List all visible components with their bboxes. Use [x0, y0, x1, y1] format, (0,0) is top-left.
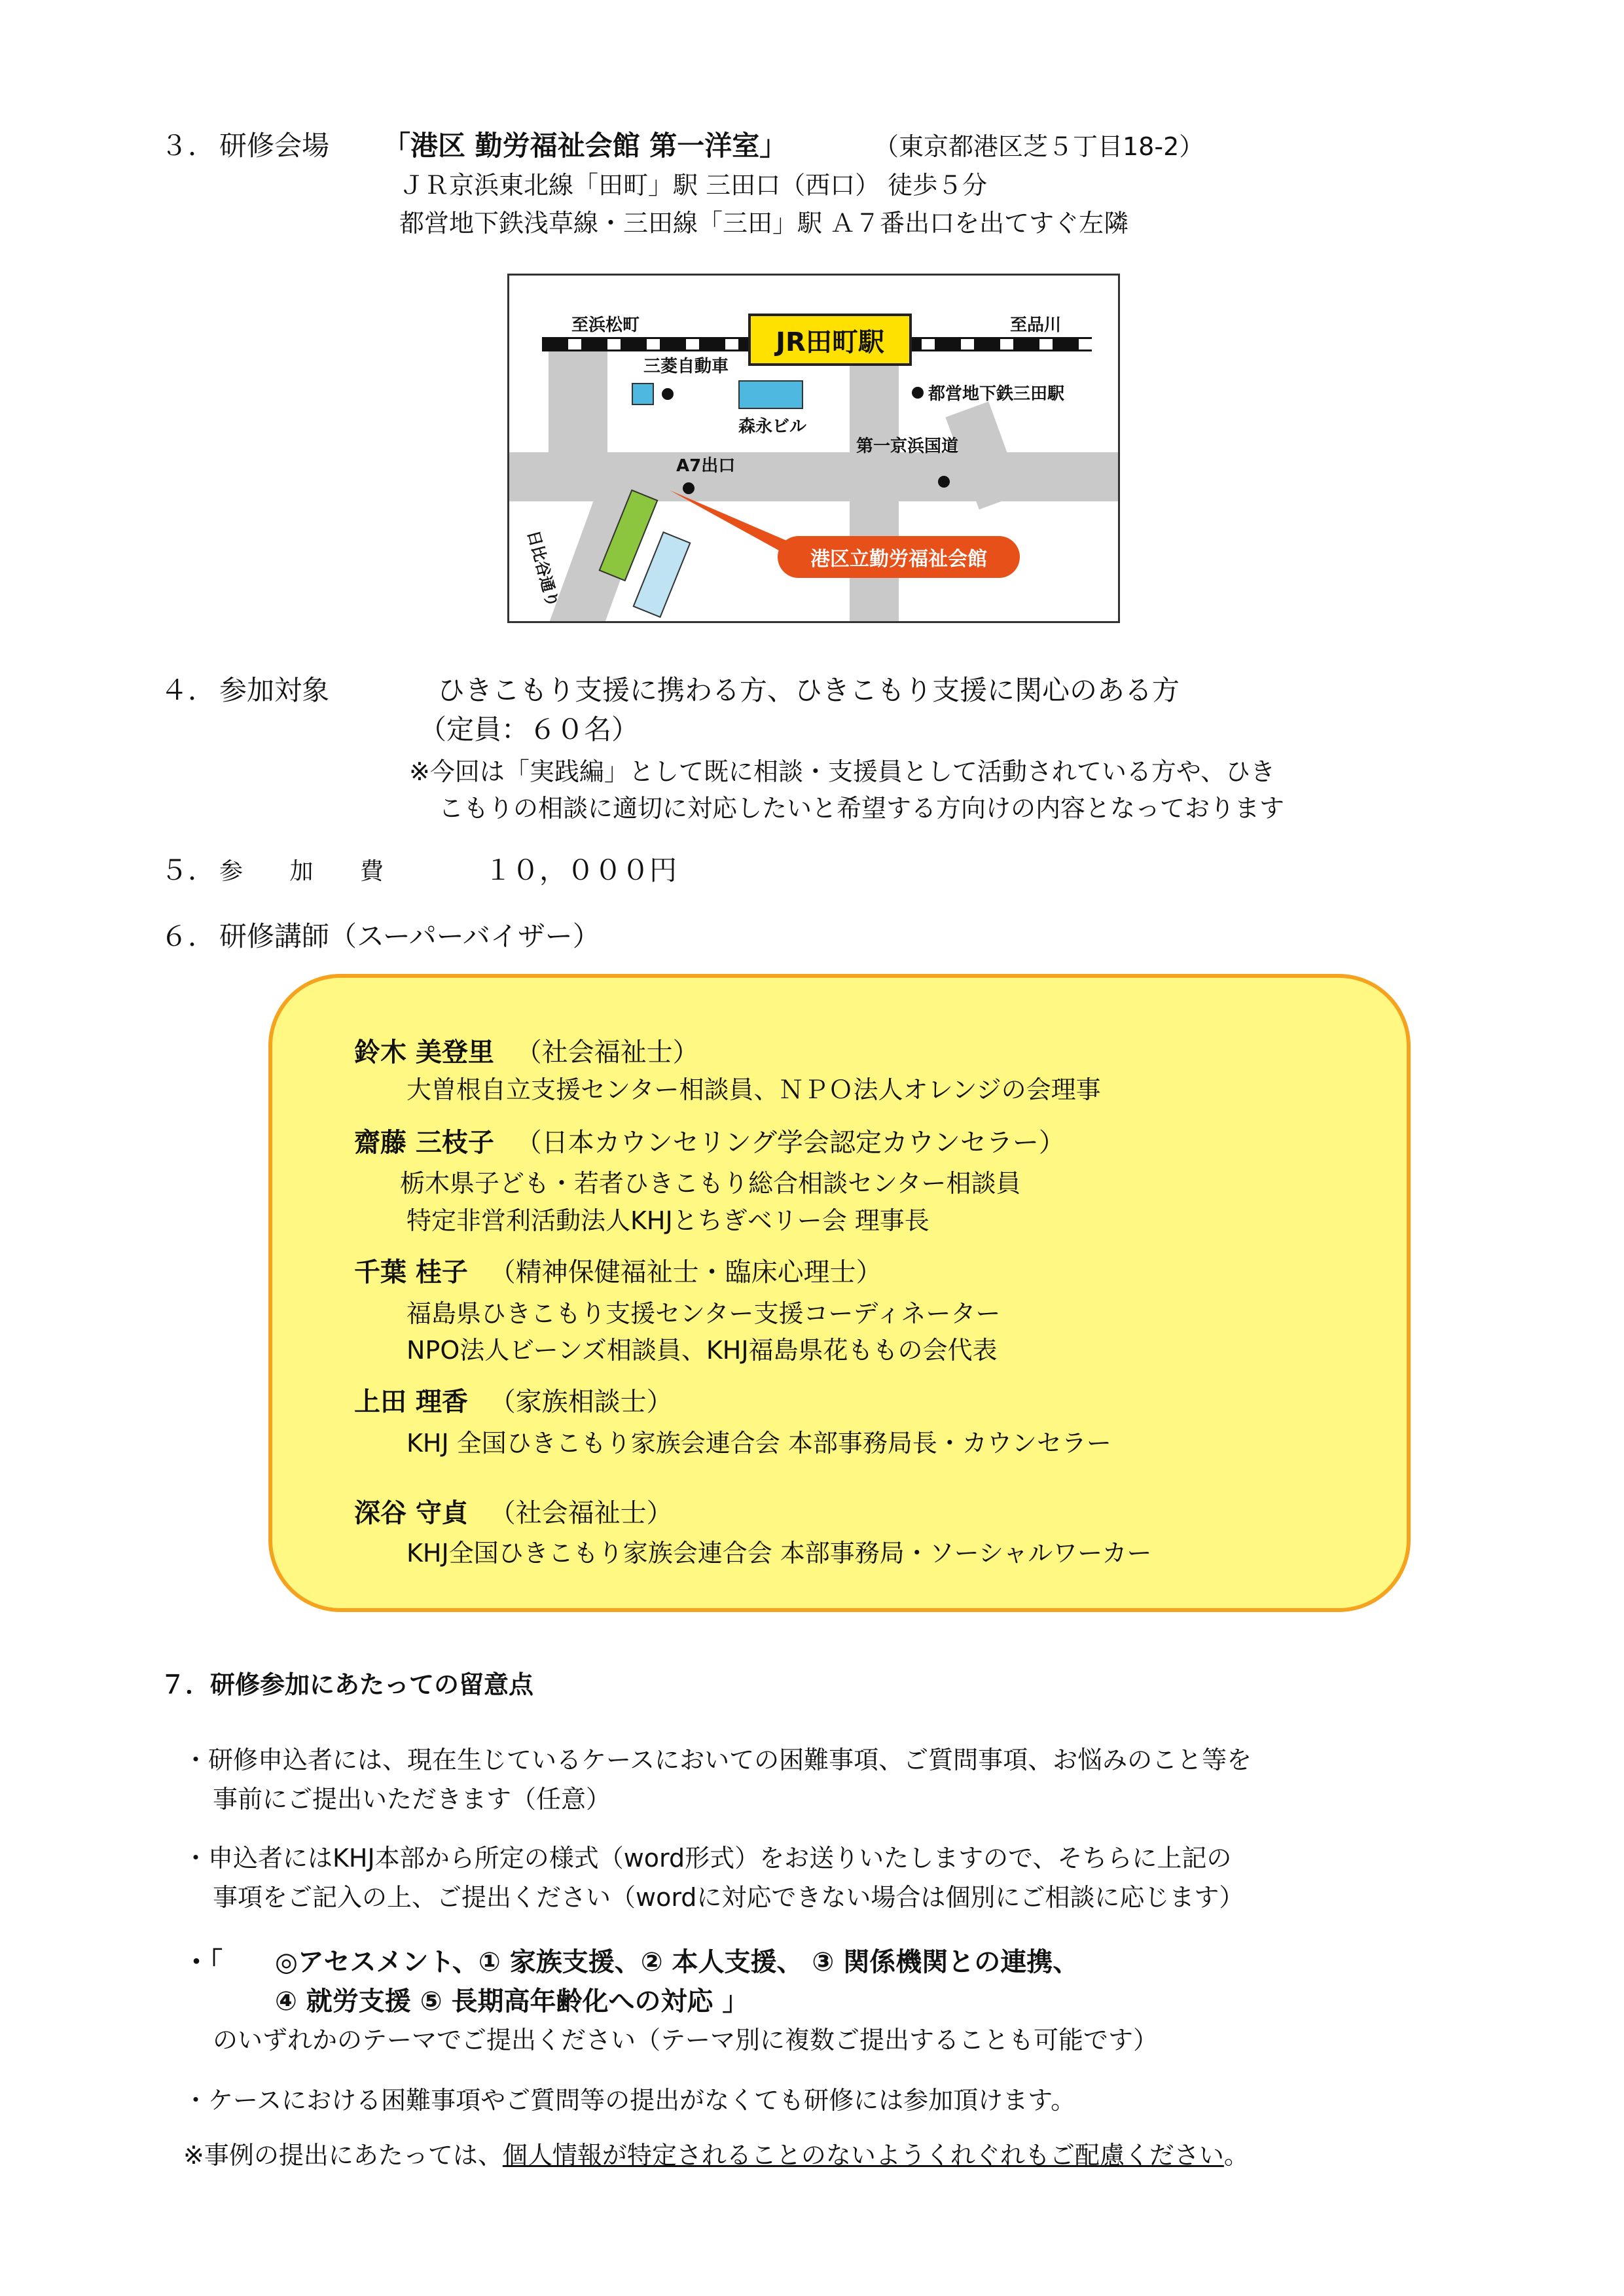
lecturer-1-heading — [354, 1031, 699, 1069]
section6-label: 研修講師（スーパーバイザー） — [219, 920, 600, 952]
label-a7-exit: A7出口 — [676, 456, 736, 476]
label-to-shinagawa: 至品川 — [1010, 315, 1062, 335]
lecturer-3-line-1: 福島県ひきこもり支援センター支援コーディネーター — [406, 1299, 1001, 1328]
label-subway: 都営地下鉄三田駅 — [928, 384, 1065, 404]
lecturer-2-line-1: 栃木県子ども・若者ひきこもり総合相談センター相談員 — [400, 1169, 1021, 1198]
lecturer-2-line-2: 特定非営利活動法人KHJとちぎベリー会 理事長 — [406, 1206, 929, 1235]
privacy-note-suffix: 。 — [1223, 2141, 1249, 2170]
privacy-note-underlined: 個人情報が特定されることのないようくれぐれもご配慮ください — [502, 2141, 1224, 2170]
label-keihin: 第一京浜国道 — [856, 437, 959, 456]
target-note-2: こもりの相談に適切に対応したいと希望する方向けの内容となっております — [439, 794, 1285, 823]
section5-number: ５． — [160, 854, 216, 886]
lecturer-2-name: 齋藤 三枝子 — [354, 1128, 494, 1158]
section4-label: 参加対象 — [219, 674, 330, 706]
note-bullet-3-line-3: のいずれかのテーマでご提出ください（テーマ別に複数ご提出することも可能です） — [213, 2026, 1159, 2054]
access-map — [507, 274, 1120, 623]
lecturer-5-line-1: KHJ全国ひきこもり家族会連合会 本部事務局・ソーシャルワーカー — [406, 1539, 1152, 1568]
label-hibiya: 日比谷通り — [524, 528, 562, 609]
lecturer-5-title: （社会福祉士） — [489, 1498, 673, 1528]
label-mitsubishi: 三菱自動車 — [643, 357, 729, 376]
section3-number: ３． — [160, 130, 216, 162]
lecturer-5-name: 深谷 守貞 — [354, 1498, 468, 1528]
target-audience: ひきこもり支援に携わる方、ひきこもり支援に関心のある方 — [437, 674, 1180, 706]
capacity: （定員：６０名） — [419, 713, 640, 745]
lecturers-box — [268, 974, 1411, 1612]
note-bullet-3-themes-1: ◎アセスメント、① 家族支援、② 本人支援、 ③ 関係機関との連携、 — [275, 1947, 1079, 1977]
lecturer-5-heading — [354, 1492, 673, 1530]
privacy-note-prefix: ※事例の提出にあたっては、 — [183, 2141, 503, 2170]
access-jr: ＪＲ京浜東北線「田町」駅 三田口（西口） 徒歩５分 — [399, 171, 988, 200]
section6-number: ６． — [160, 920, 216, 952]
section4-number: ４． — [160, 674, 216, 706]
lecturer-3-title: （精神保健福祉士・臨床心理士） — [489, 1257, 882, 1287]
lecturer-1-title: （社会福祉士） — [515, 1037, 699, 1067]
note-bullet-1-line-2: 事前にご提出いただきます（任意） — [213, 1785, 611, 1814]
lecturer-2-title: （日本カウンセリング学会認定カウンセラー） — [515, 1128, 1065, 1158]
station-name: JR田町駅 — [776, 327, 884, 357]
section5-label: 参 加 費 — [219, 858, 403, 885]
note-bullet-3-prefix: ・「 — [183, 1947, 223, 1977]
lecturer-4-title: （家族相談士） — [489, 1387, 673, 1417]
venue-address: （東京都港区芝５丁目18-2） — [874, 132, 1204, 161]
hall-label: 港区立勤労福祉会館 — [810, 548, 987, 571]
note-bullet-3-themes-2: ④ 就労支援 ⑤ 長期高年齢化への対応 」 — [275, 1986, 749, 2017]
lecturer-3-name: 千葉 桂子 — [354, 1257, 468, 1287]
lecturer-4-name: 上田 理香 — [354, 1387, 468, 1417]
lecturer-3-heading — [354, 1251, 882, 1289]
access-subway: 都営地下鉄浅草線・三田線「三田」駅 Ａ７番出口を出てすぐ左隣 — [399, 209, 1129, 238]
lecturer-2-heading — [354, 1122, 1065, 1159]
target-note-1: ※今回は「実践編」として既に相談・支援員として活動されている方や、ひき — [409, 757, 1276, 786]
lecturer-4-line-1: KHJ 全国ひきこもり家族会連合会 本部事務局長・カウンセラー — [406, 1429, 1111, 1458]
note-bullet-4: ・ケースにおける困難事項やご質問等の提出がなくても研修には参加頂けます。 — [183, 2086, 1076, 2115]
section3-label: 研修会場 — [219, 130, 330, 162]
note-bullet-1-line-1: ・研修申込者には、現在生じているケースにおいての困難事項、ご質問事項、お悩みのこと等を — [183, 1746, 1252, 1774]
section7-heading: ７．研修参加にあたっての留意点 — [160, 1670, 534, 1699]
lecturer-4-heading — [354, 1381, 673, 1418]
privacy-note — [183, 2135, 1249, 2171]
lecturer-3-line-2: NPO法人ビーンズ相談員、KHJ福島県花ももの会代表 — [406, 1336, 998, 1365]
note-bullet-2-line-2: 事項をご記入の上、ご提出ください（wordに対応できない場合は個別にご相談に応じます） — [213, 1883, 1244, 1912]
label-to-hamamatsucho: 至浜松町 — [571, 315, 640, 335]
lecturer-1-name: 鈴木 美登里 — [354, 1037, 494, 1067]
lecturer-1-line-1: 大曽根自立支援センター相談員、ＮＰＯ法人オレンジの会理事 — [406, 1075, 1101, 1104]
note-bullet-2-line-1: ・申込者にはKHJ本部から所定の様式（word形式）をお送りいたしますので、そちらに上記の — [183, 1844, 1232, 1873]
hall-label-box — [778, 536, 1020, 578]
participation-fee: １０，０００円 — [484, 854, 677, 886]
label-morinaga: 森永ビル — [738, 417, 807, 437]
venue-name: 「港区 勤労福祉会館 第一洋室」 — [383, 130, 787, 162]
